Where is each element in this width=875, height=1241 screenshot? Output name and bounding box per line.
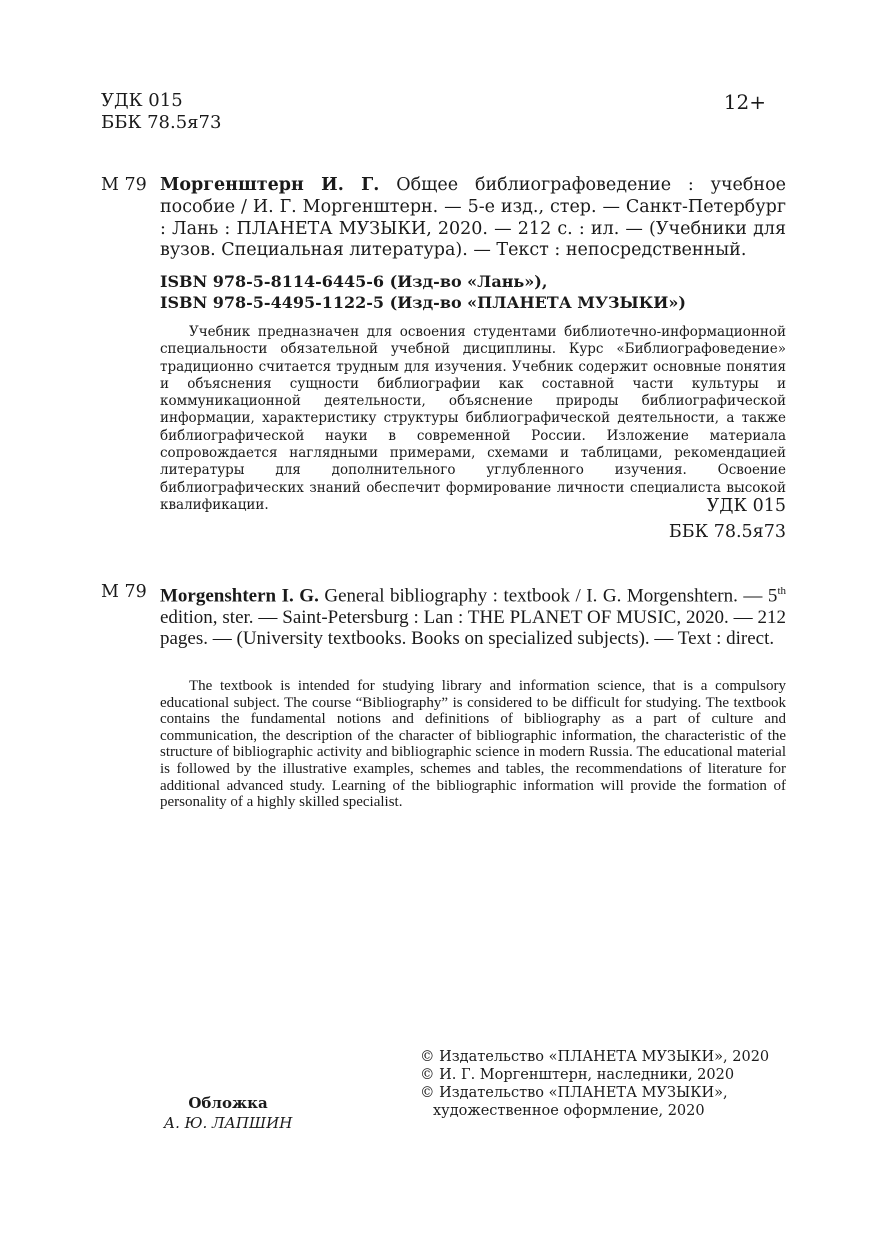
- copyright-block: [420, 1048, 769, 1120]
- en-author-cipher: М 79: [101, 582, 147, 602]
- en-bibliographic-entry: [160, 581, 786, 650]
- en-abstract-text: The textbook is intended for studying library and information science, that is a compulsory educational subject. The course “Bibliography” is considered to be difficult for studying. The textbook contains the fundamental notions and definitions of bibliography as a part of culture and communication, the description of the character of bibliographic information, the characteristic of the structure of bibliographic activity and bibliographic science in modern Russia. The educational material is followed by the illustrative examples, schemes and tables, the recommendations of literature for additional advanced study. Learning of the bibliographic information will provide the formation of personality of a highly skilled specialist.: [160, 678, 786, 811]
- age-rating: 12+: [723, 90, 766, 114]
- copyright-line-2: © И. Г. Моргенштерн, наследники, 2020: [420, 1067, 735, 1083]
- ru-classification: [669, 493, 786, 545]
- isbn-planeta: ISBN 978-5-4495-1122-5 (Изд-во «ПЛАНЕТА МУЗЫКИ»): [160, 293, 686, 312]
- ru-udk: УДК 015: [706, 496, 786, 516]
- isbn-lan: ISBN 978-5-8114-6445-6 (Изд-во «Лань»),: [160, 272, 548, 291]
- ru-bibliographic-entry: [160, 175, 786, 262]
- cover-artist: А. Ю. ЛАПШИН: [163, 1114, 293, 1132]
- en-author-name: Morgenshtern I. G.: [160, 585, 319, 607]
- en-entry-description-1: General bibliography : textbook / I. G. Morgenshtern. — 5: [324, 585, 778, 607]
- en-abstract: [160, 678, 786, 811]
- en-edition-superscript: th: [777, 585, 786, 597]
- ru-author-name: Моргенштерн И. Г.: [160, 175, 380, 195]
- en-entry-description-2: edition, ster. — Saint-Petersburg : Lan : THE PLANET OF MUSIC, 2020. — 212 pages. — (University textbooks. Books on specialized subjects). — Text : direct.: [160, 606, 786, 650]
- cover-credit: [160, 1093, 296, 1133]
- copyright-line-4: художественное оформление, 2020: [433, 1103, 705, 1119]
- isbn-block: [160, 271, 686, 313]
- copyright-line-3: © Издательство «ПЛАНЕТА МУЗЫКИ»,: [420, 1085, 728, 1101]
- ru-abstract-text: Учебник предназначен для освоения студентами библиотечно-информационной специальности обязательной учебной дисциплины. Курс «Библиографоведение» традиционно считается трудным для изучения. Учебник содержит основные понятия и объяснения сущности библиографии как составной части культуры и коммуникационной деятельности, объяснение природы библиографической информации, характеристику структуры библиографической деятельности, а также библиографической науки в современной России. Изложение материала сопровождается наглядными примерами, схемами и таблицами, рекомендацией литературы для дополнительного углубленного изучения. Освоение библиографических знаний обеспечит формирование личности специалиста высокой квалификации.: [160, 324, 786, 513]
- header-classification: [101, 90, 221, 134]
- copyright-line-1: © Издательство «ПЛАНЕТА МУЗЫКИ», 2020: [420, 1049, 770, 1065]
- ru-author-cipher: М 79: [101, 175, 147, 195]
- header-udk: УДК 015: [101, 90, 183, 111]
- cover-label: Обложка: [188, 1094, 268, 1112]
- ru-bbk: ББК 78.5я73: [668, 522, 786, 542]
- ru-entry-description: Общее библиографоведение : учебное пособие / И. Г. Моргенштерн. — 5-е изд., стер. — Санкт-Петербург : Лань : ПЛАНЕТА МУЗЫКИ, 2020. — 212 с. : ил. — (Учебники для вузов. Специальная литература). — Текст : непосредственный.: [160, 175, 786, 261]
- header-bbk: ББК 78.5я73: [101, 112, 222, 133]
- ru-abstract: [160, 324, 786, 514]
